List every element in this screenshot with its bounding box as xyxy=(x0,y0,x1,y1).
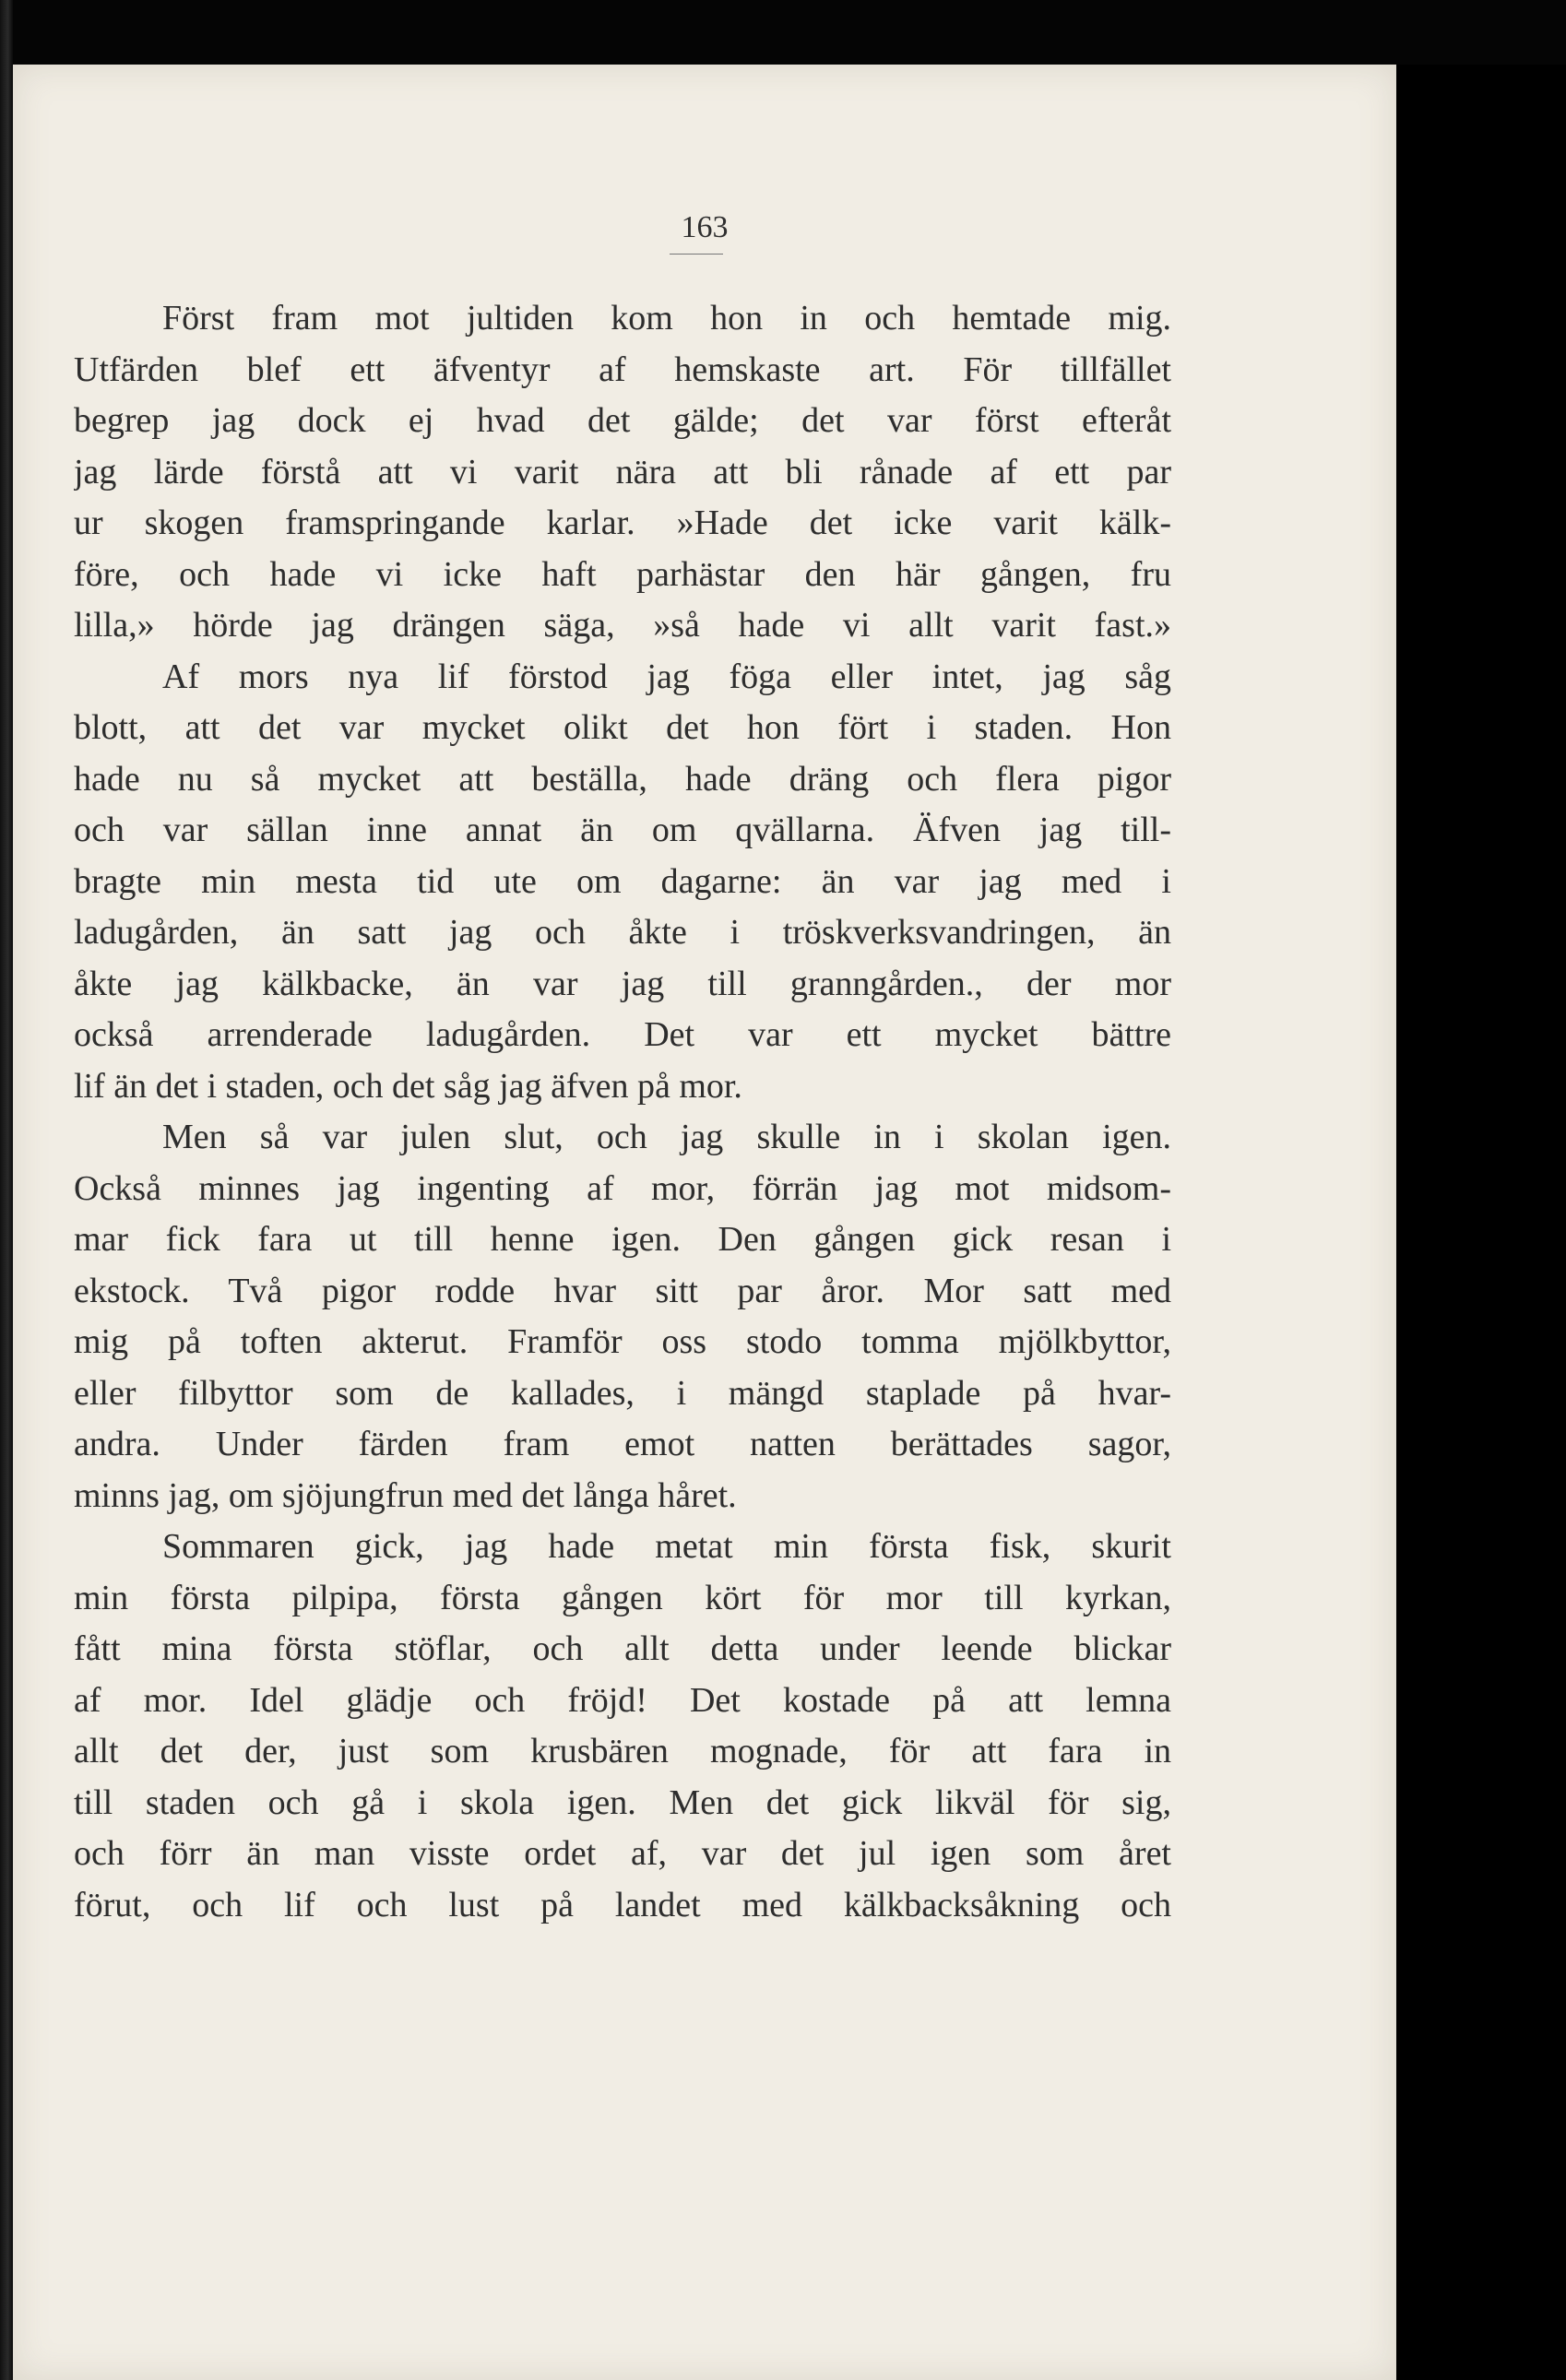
text-line: min första pilpipa, första gången kört för mor till kyrkan, xyxy=(74,1578,1171,1617)
body-text xyxy=(74,293,1171,1931)
text-line: Också minnes jag ingenting af mor, förrän jag mot midsom- xyxy=(74,1168,1171,1208)
text-line: ekstock. Två pigor rodde hvar sitt par åror. Mor satt med xyxy=(74,1271,1171,1310)
text-line: ladugården, än satt jag och åkte i tröskverksvandringen, än xyxy=(74,913,1171,952)
text-line: och förr än man visste ordet af, var det jul igen som året xyxy=(74,1834,1171,1873)
text-line: Sommaren gick, jag hade metat min första fisk, skurit xyxy=(162,1527,1171,1566)
text-line: jag lärde förstå att vi varit nära att bli rånade af ett par xyxy=(74,452,1171,491)
text-line: förut, och lif och lust på landet med kälkbacksåkning och xyxy=(74,1885,1171,1924)
text-line: till staden och gå i skola igen. Men det gick likväl för sig, xyxy=(74,1782,1171,1822)
text-line: hade nu så mycket att beställa, hade dräng och flera pigor xyxy=(74,759,1171,799)
text-line: också arrenderade ladugården. Det var ett mycket bättre xyxy=(74,1015,1171,1054)
text-line: lif än det i staden, och det såg jag äfven på mor. xyxy=(74,1066,742,1106)
book-page xyxy=(13,65,1396,2380)
page-number-rule xyxy=(670,254,723,255)
text-line: andra. Under färden fram emot natten berättades sagor, xyxy=(74,1425,1171,1463)
text-line: Utfärden blef ett äfventyr af hemskaste art. För tillfället xyxy=(74,349,1171,389)
scan-border-top xyxy=(0,0,1566,65)
text-line: blott, att det var mycket olikt det hon fört i staden. Hon xyxy=(74,708,1171,747)
text-line: före, och hade vi icke haft parhästar den här gången, fru xyxy=(74,554,1171,594)
scan-border-left xyxy=(0,0,13,2380)
text-line: bragte min mesta tid ute om dagarne: än var jag med i xyxy=(74,861,1171,901)
text-line: ur skogen framspringande karlar. »Hade det icke varit kälk- xyxy=(74,503,1171,542)
text-line: af mor. Idel glädje och fröjd! Det kostade på att lemna xyxy=(74,1680,1171,1720)
text-line: lilla,» hörde jag drängen säga, »så hade vi allt varit fast.» xyxy=(74,606,1171,645)
text-line: mar fick fara ut till henne igen. Den gången gick resan i xyxy=(74,1220,1171,1259)
text-line: åkte jag kälkbacke, än var jag till granngården., der mor xyxy=(74,964,1171,1003)
text-line: Först fram mot jultiden kom hon in och hemtade mig. xyxy=(162,299,1171,337)
text-line: Men så var julen slut, och jag skulle in i skolan igen. xyxy=(162,1118,1171,1156)
text-line: mig på toften akterut. Framför oss stodo tomma mjölkbyttor, xyxy=(74,1322,1171,1361)
text-line: fått mina första stöflar, och allt detta under leende blickar xyxy=(74,1629,1171,1668)
text-line: minns jag, om sjöjungfrun med det långa håret. xyxy=(74,1475,737,1515)
text-line: begrep jag dock ej hvad det gälde; det var först efteråt xyxy=(74,401,1171,440)
text-line: Af mors nya lif förstod jag föga eller intet, jag såg xyxy=(162,657,1171,696)
page-number: 163 xyxy=(681,210,729,244)
text-line: allt det der, just som krusbären mognade, för att fara in xyxy=(74,1732,1171,1770)
text-line: eller filbyttor som de kallades, i mängd staplade på hvar- xyxy=(74,1373,1171,1413)
text-line: och var sällan inne annat än om qvällarna. Äfven jag till- xyxy=(74,811,1171,849)
